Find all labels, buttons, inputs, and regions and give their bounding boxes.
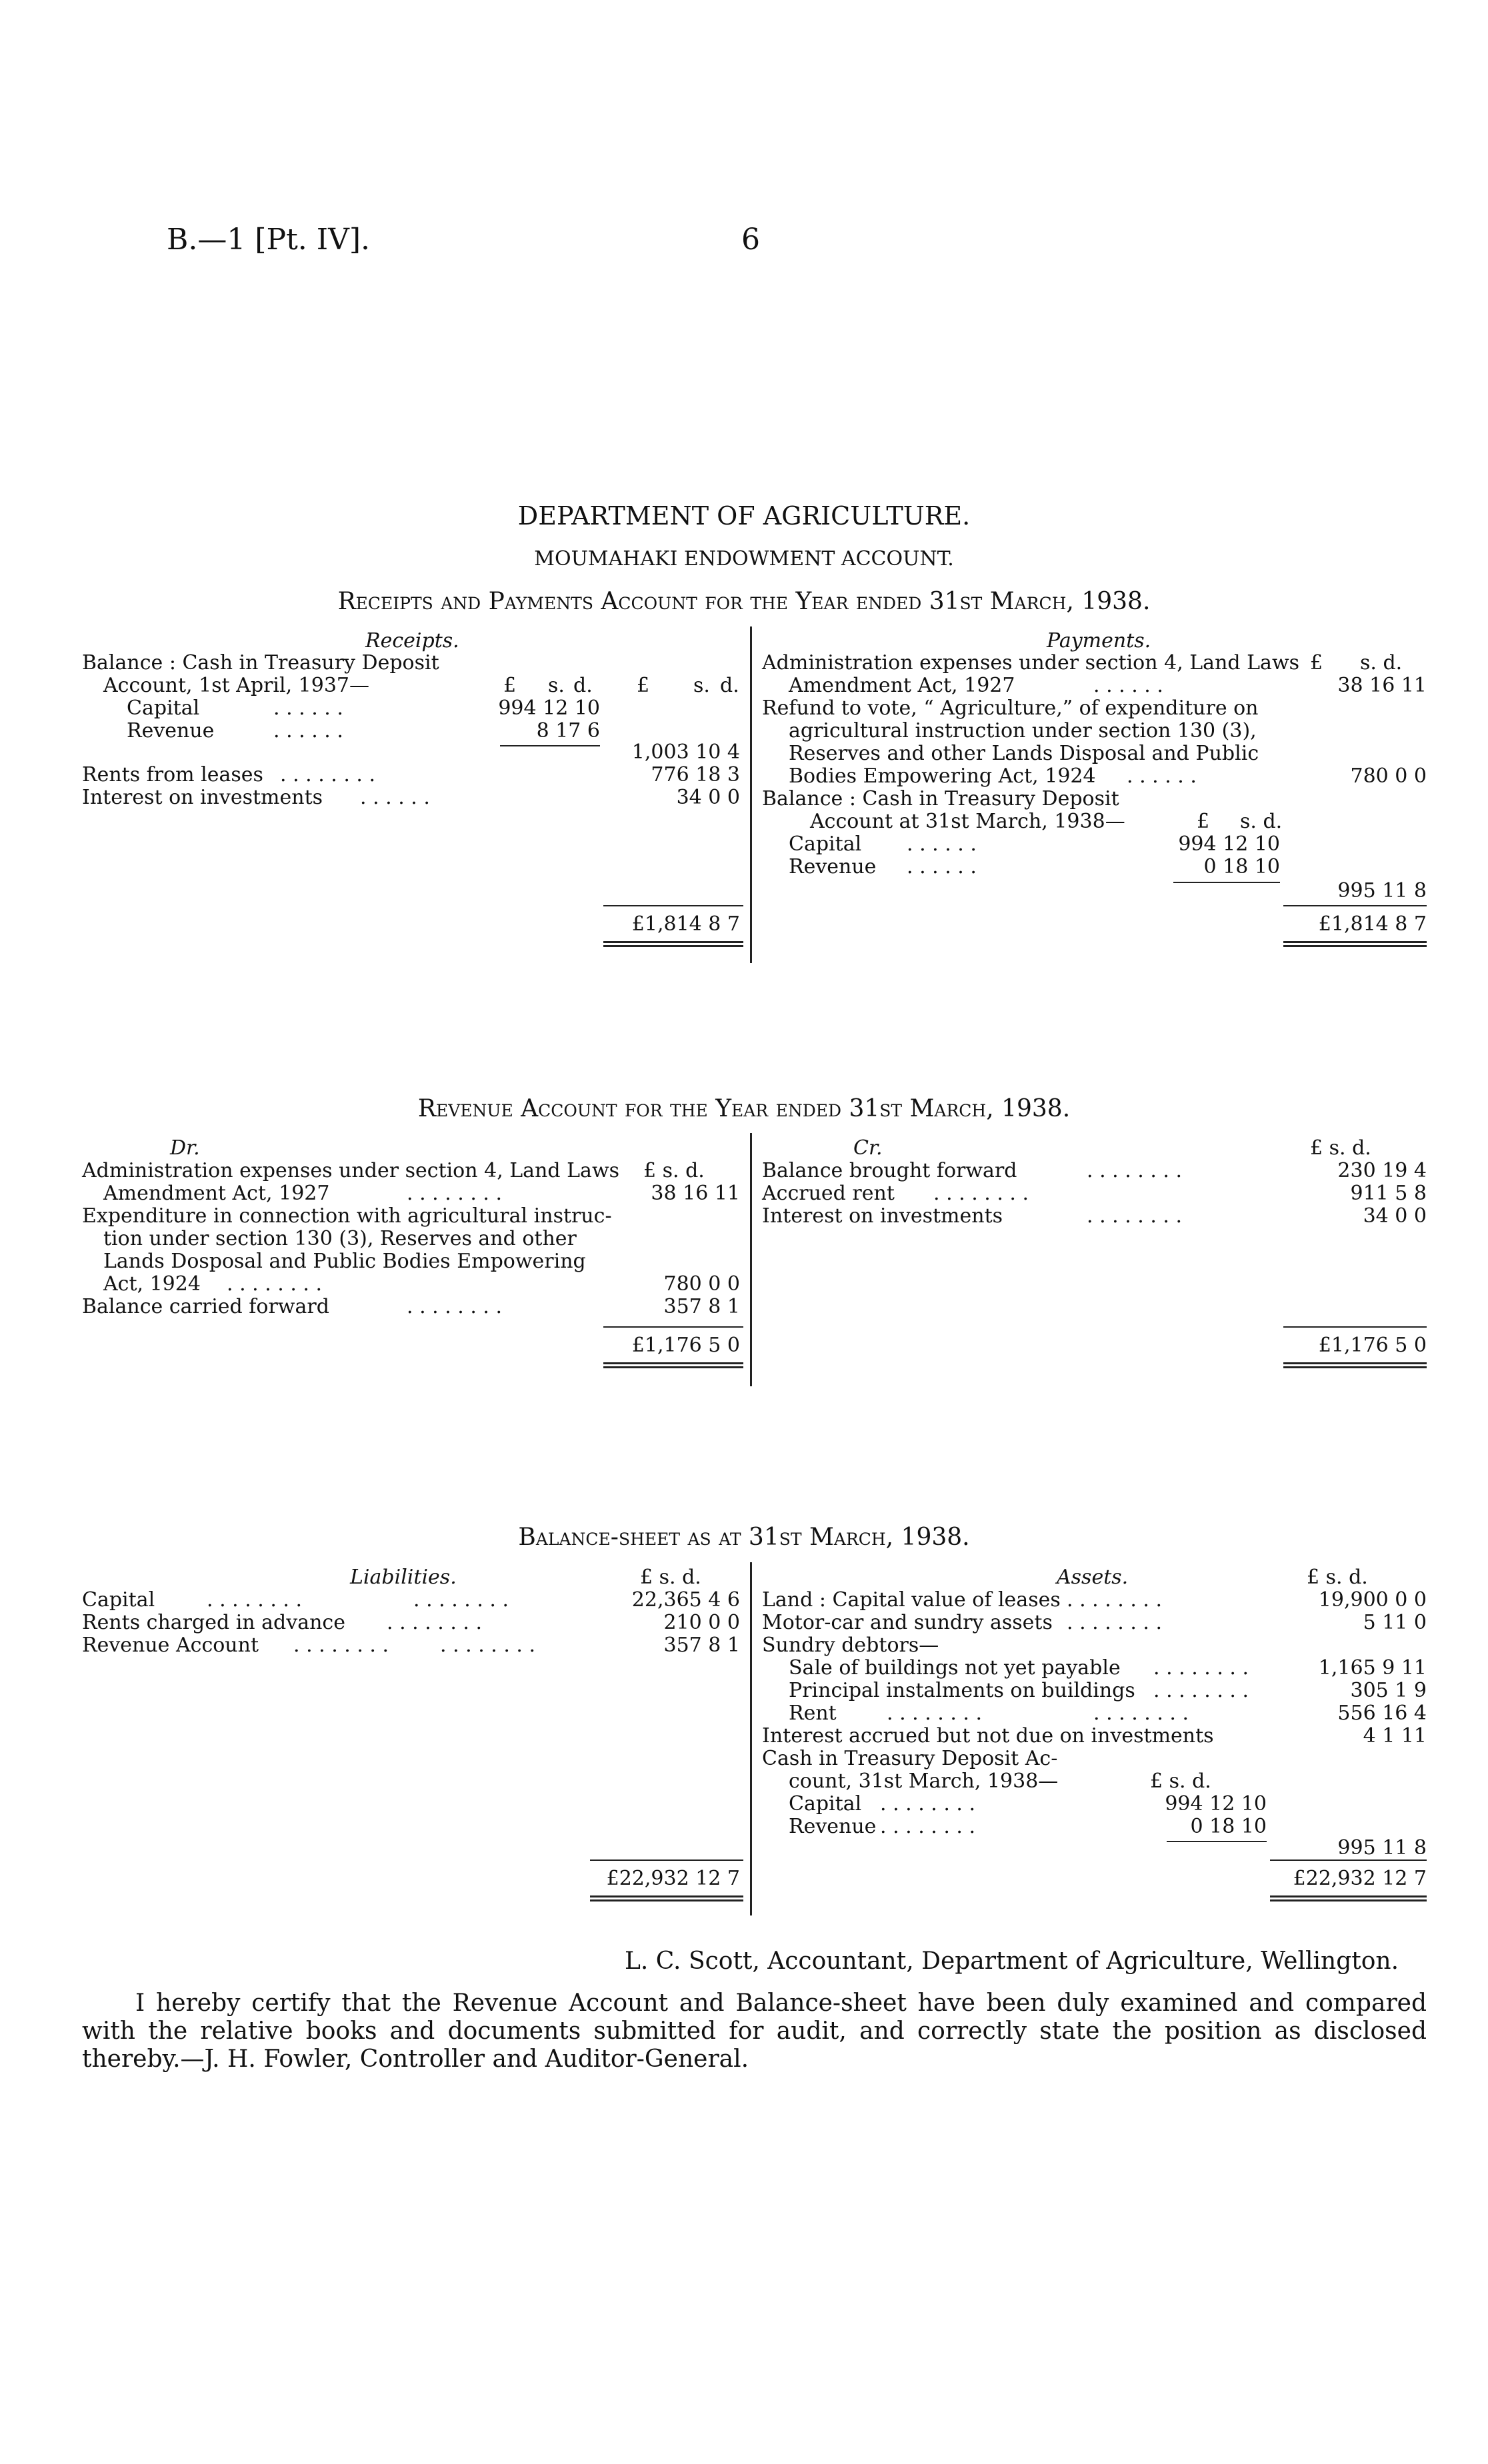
account-title: MOUMAHAKI ENDOWMENT ACCOUNT.	[534, 547, 954, 571]
dr-balance-label: Balance carried forward	[82, 1295, 329, 1318]
revenue-account-title: Revenue Account for the Year ended 31st March, 1938.	[417, 1095, 1071, 1122]
asset-interest-amount: 4 1 11	[1363, 1724, 1427, 1748]
total-rule	[590, 1859, 743, 1861]
assets-columns: £ s. d.	[1307, 1566, 1368, 1589]
ra-column-divider	[750, 1133, 752, 1386]
dr-exp-line3: Lands Dosposal and Public Bodies Empowering	[103, 1250, 586, 1273]
double-rule	[1283, 1362, 1427, 1368]
receipts-total: £1,814 8 7	[631, 912, 740, 936]
payments-capital-amount: 994 12 10	[1178, 832, 1280, 856]
leader: . . . . . . . .	[880, 1792, 976, 1816]
payments-refund-line2: agricultural instruction under section 130 (3),	[789, 719, 1257, 742]
payments-admin-line2: Amendment Act, 1927	[789, 674, 1015, 697]
double-rule	[1270, 1895, 1427, 1901]
dr-admin-line1: Administration expenses under section 4, Land Laws	[82, 1159, 620, 1182]
double-rule	[1283, 941, 1427, 947]
payments-admin-amount: 38 16 11	[1337, 674, 1427, 697]
leader: . . . . . .	[1093, 674, 1163, 697]
total-rule	[1283, 905, 1427, 906]
subtotal-rule	[500, 745, 600, 746]
receipts-col-pounds-2: £	[637, 674, 650, 697]
leader: . . . . . . . .	[1153, 1679, 1249, 1702]
leader: . . . . . . . .	[887, 1702, 983, 1725]
balance-sheet-title: Balance-sheet as at 31st March, 1938.	[518, 1524, 970, 1551]
liabilities-heading: Liabilities.	[350, 1566, 457, 1589]
payments-refund-line1: Refund to vote, “ Agriculture,” of expenditure on	[762, 696, 1259, 720]
payments-revenue-label: Revenue	[789, 855, 877, 878]
leader: . . . . . . . .	[933, 1182, 1029, 1205]
payments-admin-line1: Administration expenses under section 4, Land Laws	[762, 651, 1300, 674]
leader: . . . . . . . .	[1153, 1656, 1249, 1680]
dr-columns: £ s. d.	[643, 1159, 705, 1182]
receipts-revenue-amount: 8 17 6	[536, 719, 600, 742]
asset-cash-revenue-label: Revenue	[789, 1815, 877, 1838]
receipts-payments-title: Receipts and Payments Account for the Year ended 31st March, 1938.	[337, 588, 1151, 615]
receipts-balance-line2: Account, 1st April, 1937—	[103, 674, 369, 697]
leader: . . . . . . . .	[280, 763, 376, 786]
leader: . . . . . .	[360, 786, 430, 809]
dr-admin-amount: 38 16 11	[651, 1182, 740, 1205]
receipts-col-pence-2: d.	[720, 674, 739, 697]
asset-cash-total: 995 11 8	[1337, 1836, 1427, 1859]
leader: . . . . . . . .	[227, 1272, 323, 1296]
double-rule	[590, 1895, 743, 1901]
leader: . . . . . . . .	[1087, 1159, 1183, 1182]
payments-refund-amount: 780 0 0	[1350, 764, 1427, 788]
payments-col-sd: s. d.	[1360, 651, 1403, 674]
asset-motor-amount: 5 11 0	[1363, 1611, 1427, 1634]
receipts-interest-amount: 34 0 0	[676, 786, 740, 809]
asset-cash-line2: count, 31st March, 1938—	[789, 1770, 1059, 1793]
leader: . . . . . . . .	[387, 1611, 483, 1634]
payments-balance-total: 995 11 8	[1337, 879, 1427, 902]
receipts-balance-line1: Balance : Cash in Treasury Deposit	[82, 651, 439, 674]
dr-heading: Dr.	[170, 1136, 200, 1160]
asset-principal-amount: 305 1 9	[1350, 1679, 1427, 1702]
payments-refund-line4: Bodies Empowering Act, 1924	[789, 764, 1096, 788]
leader: . . . . . .	[907, 832, 977, 856]
asset-motor-label: Motor-car and sundry assets	[762, 1611, 1053, 1634]
payments-heading: Payments.	[1047, 629, 1151, 652]
liabilities-columns: £ s. d.	[640, 1566, 701, 1589]
receipts-capital-amount: 994 12 10	[498, 696, 600, 720]
asset-cash-revenue-amount: 0 18 10	[1190, 1815, 1267, 1838]
total-rule	[1283, 1326, 1427, 1328]
receipts-col-shillings: s.	[548, 674, 565, 697]
receipts-col-pounds: £	[503, 674, 517, 697]
liab-rents-label: Rents charged in advance	[82, 1611, 345, 1634]
double-rule	[603, 1362, 743, 1368]
cr-bbf-amount: 230 19 4	[1337, 1159, 1427, 1182]
leader: . . . . . .	[907, 855, 977, 878]
leader: . . . . . . . .	[293, 1634, 389, 1657]
payments-col-pounds: £	[1310, 651, 1323, 674]
subtotal-rule	[1173, 882, 1280, 883]
page-number: 6	[741, 223, 760, 257]
cr-bbf-label: Balance brought forward	[762, 1159, 1017, 1182]
receipts-balance-total: 1,003 10 4	[631, 740, 740, 764]
liab-capital-amount: 22,365 4 6	[631, 1588, 740, 1612]
leader: . . . . . . . .	[207, 1588, 303, 1612]
liab-revenue-label: Revenue Account	[82, 1634, 259, 1657]
asset-sale-label: Sale of buildings not yet payable	[789, 1656, 1121, 1680]
dr-exp-amount: 780 0 0	[663, 1272, 740, 1296]
leader: . . . . . . . .	[407, 1295, 503, 1318]
cr-interest-label: Interest on investments	[762, 1204, 1003, 1228]
cr-columns: £ s. d.	[1310, 1136, 1371, 1160]
receipts-capital-label: Capital	[127, 696, 200, 720]
dr-admin-line2: Amendment Act, 1927	[103, 1182, 330, 1205]
document-reference: B.—1 [Pt. IV].	[167, 223, 371, 257]
asset-principal-label: Principal instalments on buildings	[789, 1679, 1135, 1702]
leader: . . . . . . . .	[407, 1182, 503, 1205]
dr-balance-amount: 357 8 1	[663, 1295, 740, 1318]
liabilities-total: £22,932 12 7	[606, 1867, 740, 1890]
total-rule	[1270, 1859, 1427, 1861]
dr-total: £1,176 5 0	[631, 1334, 740, 1357]
payments-refund-line3: Reserves and other Lands Disposal and Public	[789, 742, 1259, 765]
receipts-revenue-label: Revenue	[127, 719, 215, 742]
rp-column-divider	[750, 626, 752, 963]
asset-sale-amount: 1,165 9 11	[1318, 1656, 1427, 1680]
leader: . . . . . . . .	[440, 1634, 536, 1657]
assets-total: £22,932 12 7	[1293, 1867, 1427, 1890]
department-title: DEPARTMENT OF AGRICULTURE.	[517, 501, 971, 531]
leader: . . . . . . . .	[1087, 1204, 1183, 1228]
assets-heading: Assets.	[1057, 1566, 1129, 1589]
dr-exp-line4: Act, 1924	[103, 1272, 201, 1296]
receipts-interest-label: Interest on investments	[82, 786, 323, 809]
cr-accrued-amount: 911 5 8	[1350, 1182, 1427, 1205]
liab-rents-amount: 210 0 0	[663, 1611, 740, 1634]
payments-col-sd-2: s. d.	[1240, 810, 1283, 833]
asset-interest-label: Interest accrued but not due on investments	[762, 1724, 1214, 1748]
receipts-col-pence: d.	[573, 674, 593, 697]
asset-sundry-label: Sundry debtors—	[762, 1634, 939, 1657]
cr-interest-amount: 34 0 0	[1363, 1204, 1427, 1228]
leader: . . . . . . . .	[1067, 1611, 1163, 1634]
asset-rent-label: Rent	[789, 1702, 837, 1725]
cr-total: £1,176 5 0	[1318, 1334, 1427, 1357]
asset-cash-columns: £ s. d.	[1150, 1770, 1211, 1793]
receipts-rents-amount: 776 18 3	[651, 763, 740, 786]
asset-rent-amount: 556 16 4	[1337, 1702, 1427, 1725]
double-rule	[603, 941, 743, 947]
payments-capital-label: Capital	[789, 832, 862, 856]
asset-cash-capital-amount: 994 12 10	[1165, 1792, 1267, 1816]
leader: . . . . . .	[273, 696, 343, 720]
total-rule	[603, 905, 743, 906]
leader: . . . . . . . .	[413, 1588, 509, 1612]
liab-revenue-amount: 357 8 1	[663, 1634, 740, 1657]
dr-exp-line2: tion under section 130 (3), Reserves and other	[103, 1227, 577, 1250]
leader: . . . . . . . .	[1067, 1588, 1163, 1612]
asset-land-amount: 19,900 0 0	[1318, 1588, 1427, 1612]
cr-heading: Cr.	[853, 1136, 883, 1160]
receipts-rents-label: Rents from leases	[82, 763, 263, 786]
total-rule	[603, 1326, 743, 1328]
cr-accrued-label: Accrued rent	[762, 1182, 895, 1205]
asset-land-label: Land : Capital value of leases	[762, 1588, 1061, 1612]
leader: . . . . . .	[273, 719, 343, 742]
payments-total: £1,814 8 7	[1318, 912, 1427, 936]
accountant-signature: L. C. Scott, Accountant, Department of Agriculture, Wellington.	[625, 1947, 1399, 1975]
leader: . . . . . .	[1127, 764, 1197, 788]
subtotal-rule	[1167, 1841, 1267, 1842]
leader: . . . . . . . .	[1093, 1702, 1189, 1725]
payments-balance-line2: Account at 31st March, 1938—	[810, 810, 1125, 833]
liab-capital-label: Capital	[82, 1588, 155, 1612]
payments-revenue-amount: 0 18 10	[1203, 855, 1280, 878]
receipts-heading: Receipts.	[365, 629, 459, 652]
payments-balance-line1: Balance : Cash in Treasury Deposit	[762, 787, 1119, 810]
receipts-col-shillings-2: s.	[693, 674, 710, 697]
audit-certificate: I hereby certify that the Revenue Account and Balance-sheet have been duly examined and compared with the relative books and documents submitted for audit, and correctly state the position as disclosed thereby.—J. H. Fowler, Controller and Auditor-General.	[82, 1989, 1427, 2073]
payments-col-pounds-2: £	[1197, 810, 1210, 833]
bs-column-divider	[750, 1562, 752, 1915]
asset-cash-line1: Cash in Treasury Deposit Ac-	[762, 1747, 1058, 1770]
leader: . . . . . . . .	[880, 1815, 976, 1838]
asset-cash-capital-label: Capital	[789, 1792, 862, 1816]
dr-exp-line1: Expenditure in connection with agricultural instruc-	[82, 1204, 612, 1228]
